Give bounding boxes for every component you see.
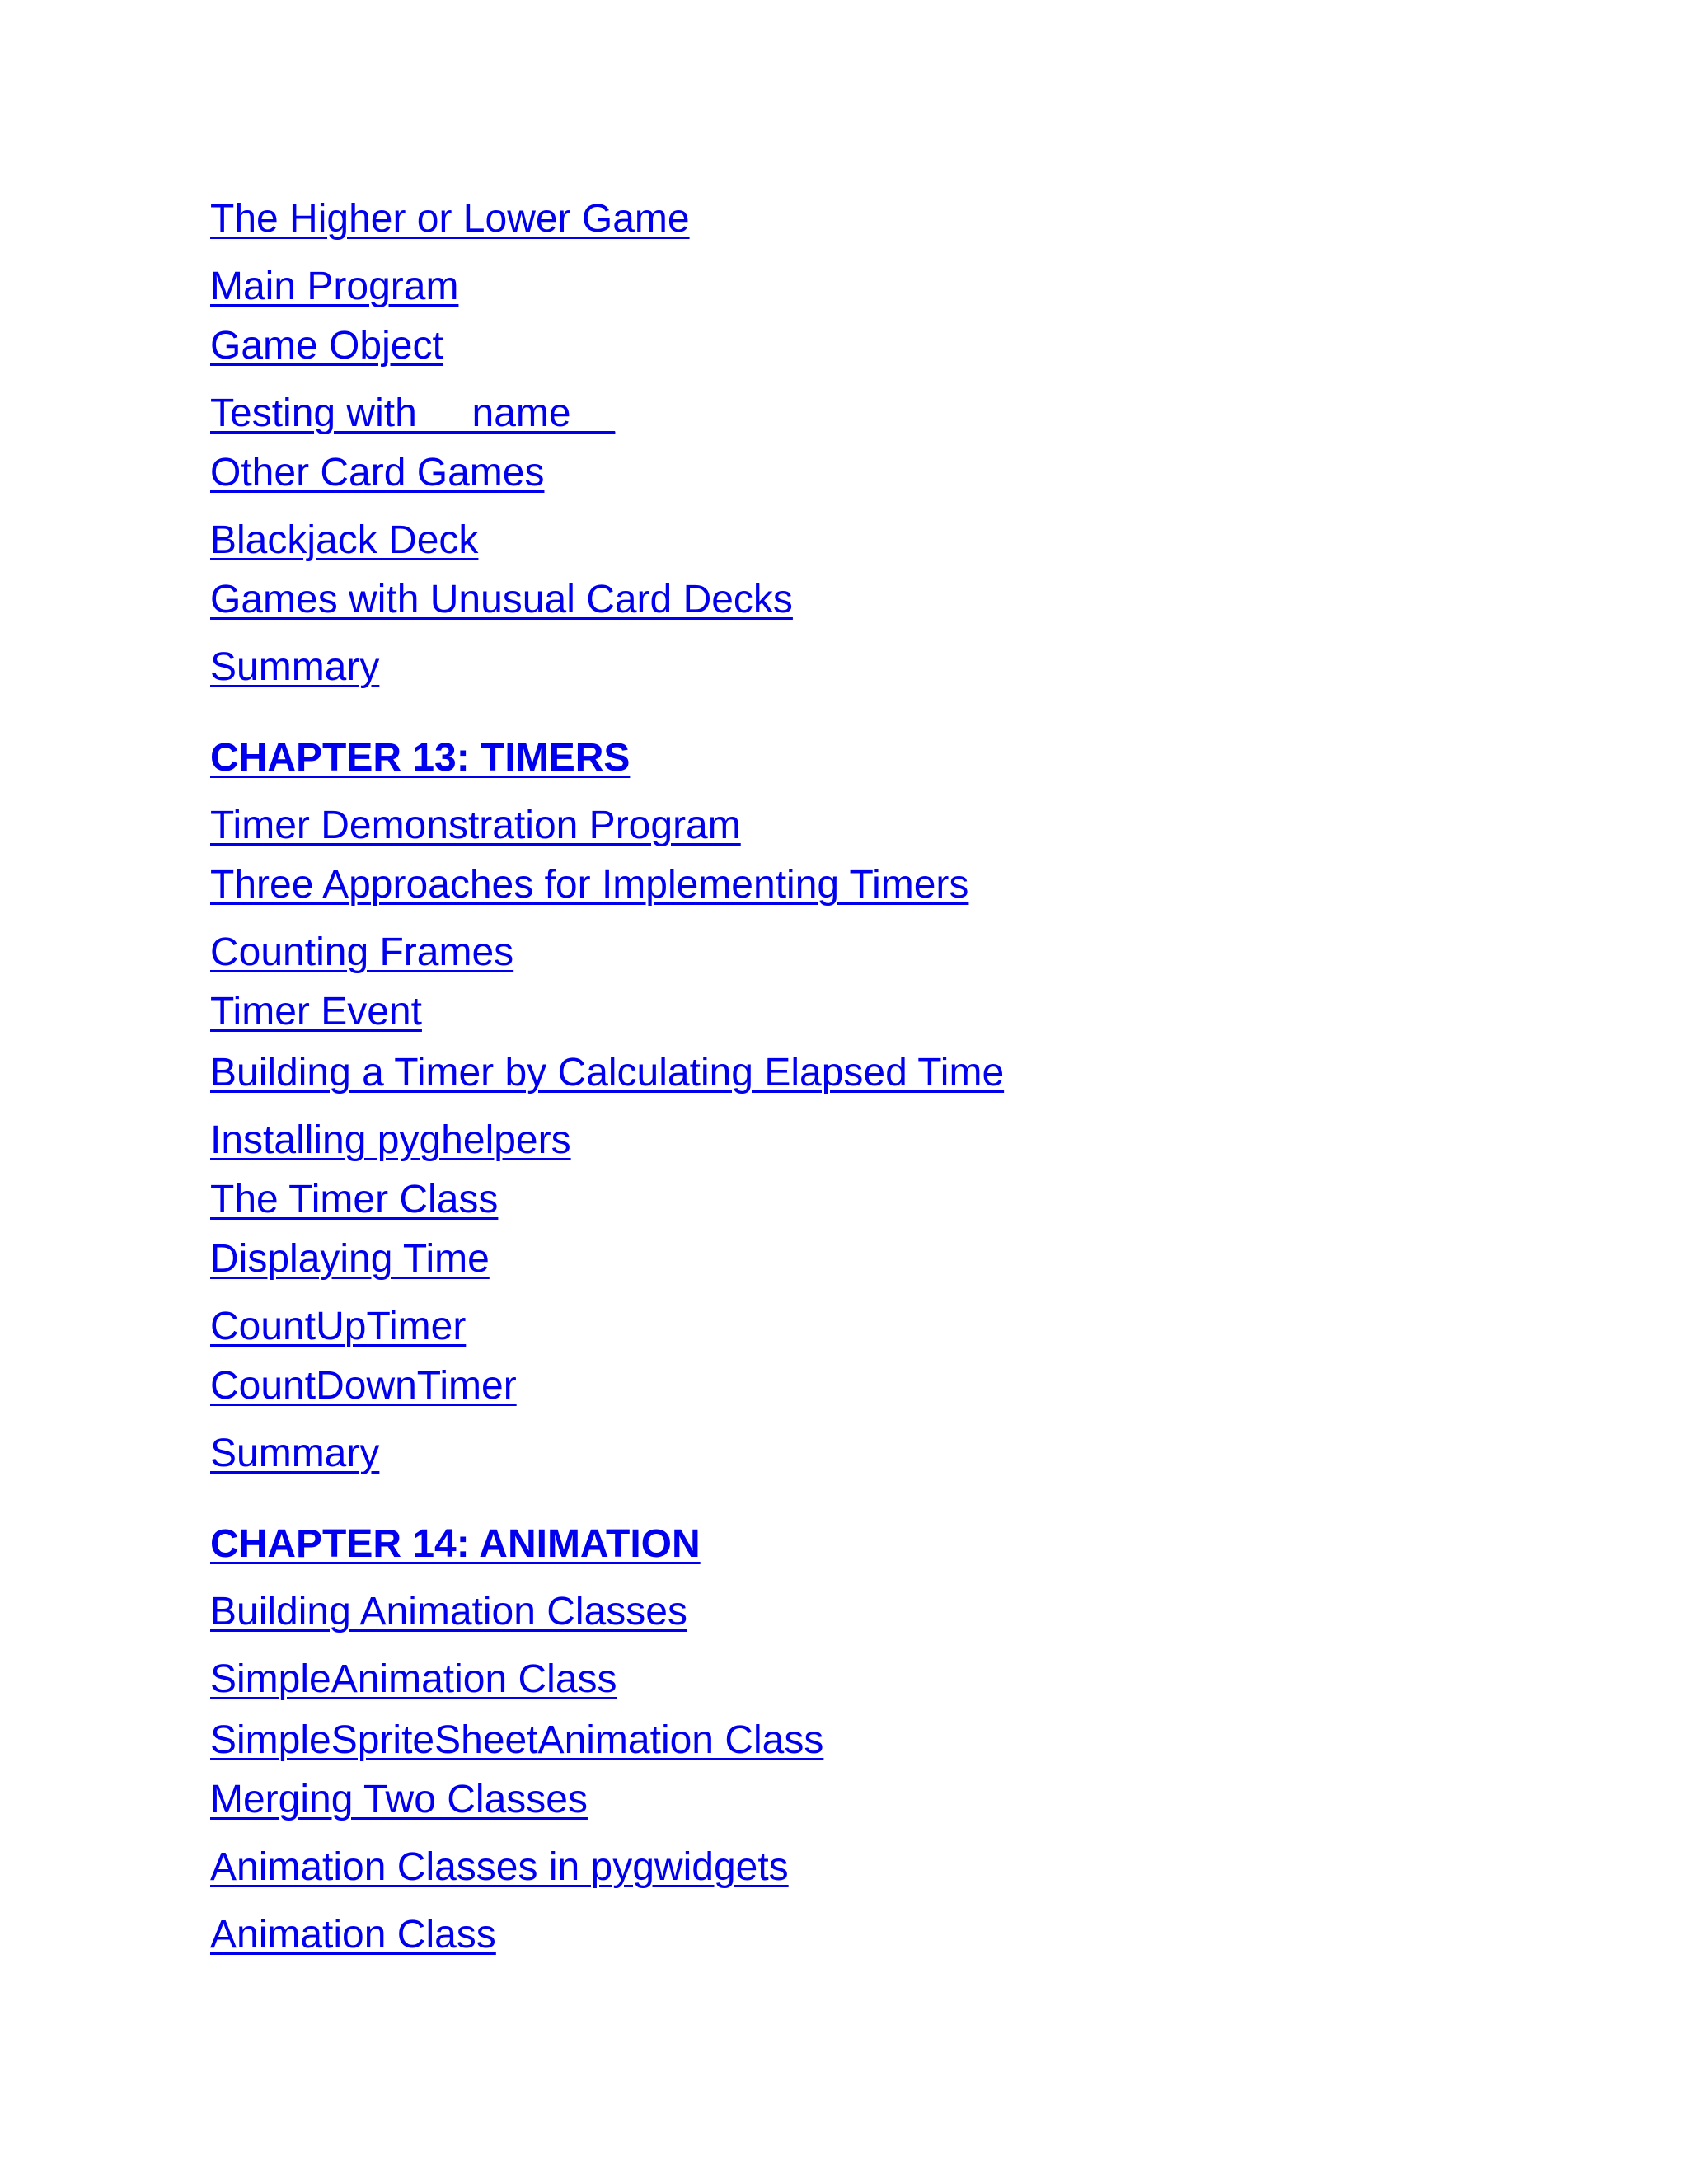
toc-link-countdowntimer[interactable]: CountDownTimer <box>210 1364 517 1408</box>
toc-link-blackjack-deck[interactable]: Blackjack Deck <box>210 518 479 562</box>
toc-link-simpleanimation-class[interactable]: SimpleAnimation Class <box>210 1657 617 1701</box>
toc-link-three-approaches-timers[interactable]: Three Approaches for Implementing Timers <box>210 863 969 907</box>
toc-link-chapter-14[interactable]: CHAPTER 14: ANIMATION <box>210 1522 701 1566</box>
toc-link-game-object[interactable]: Game Object <box>210 324 443 368</box>
toc-link-animation-classes-pygwidgets[interactable]: Animation Classes in pygwidgets <box>210 1845 789 1889</box>
toc-link-higher-or-lower-game[interactable]: The Higher or Lower Game <box>210 197 690 241</box>
toc-link-timer-class[interactable]: The Timer Class <box>210 1178 499 1221</box>
toc-link-main-program[interactable]: Main Program <box>210 265 459 308</box>
toc-link-other-card-games[interactable]: Other Card Games <box>210 451 545 494</box>
toc-link-testing-with-name[interactable]: Testing with __name__ <box>210 391 615 435</box>
toc-link-installing-pyghelpers[interactable]: Installing pyghelpers <box>210 1118 571 1162</box>
toc-link-timer-event[interactable]: Timer Event <box>210 990 422 1033</box>
toc-link-chapter-13[interactable]: CHAPTER 13: TIMERS <box>210 736 631 780</box>
toc-link-timer-demonstration-program[interactable]: Timer Demonstration Program <box>210 804 741 847</box>
toc-link-summary-ch13[interactable]: Summary <box>210 1432 380 1475</box>
toc-link-animation-class[interactable]: Animation Class <box>210 1913 496 1957</box>
toc-link-counting-frames[interactable]: Counting Frames <box>210 930 514 974</box>
toc-link-merging-two-classes[interactable]: Merging Two Classes <box>210 1778 588 1821</box>
toc-link-displaying-time[interactable]: Displaying Time <box>210 1237 490 1281</box>
toc-link-building-timer-elapsed-time[interactable]: Building a Timer by Calculating Elapsed Time <box>210 1051 1005 1094</box>
toc-link-simplespritesheetanimation-class[interactable]: SimpleSpriteSheetAnimation Class <box>210 1718 824 1762</box>
toc-link-summary-ch12[interactable]: Summary <box>210 645 380 689</box>
toc-link-games-unusual-card-decks[interactable]: Games with Unusual Card Decks <box>210 578 793 621</box>
toc-link-countuptimer[interactable]: CountUpTimer <box>210 1305 467 1348</box>
toc-link-building-animation-classes[interactable]: Building Animation Classes <box>210 1590 687 1633</box>
